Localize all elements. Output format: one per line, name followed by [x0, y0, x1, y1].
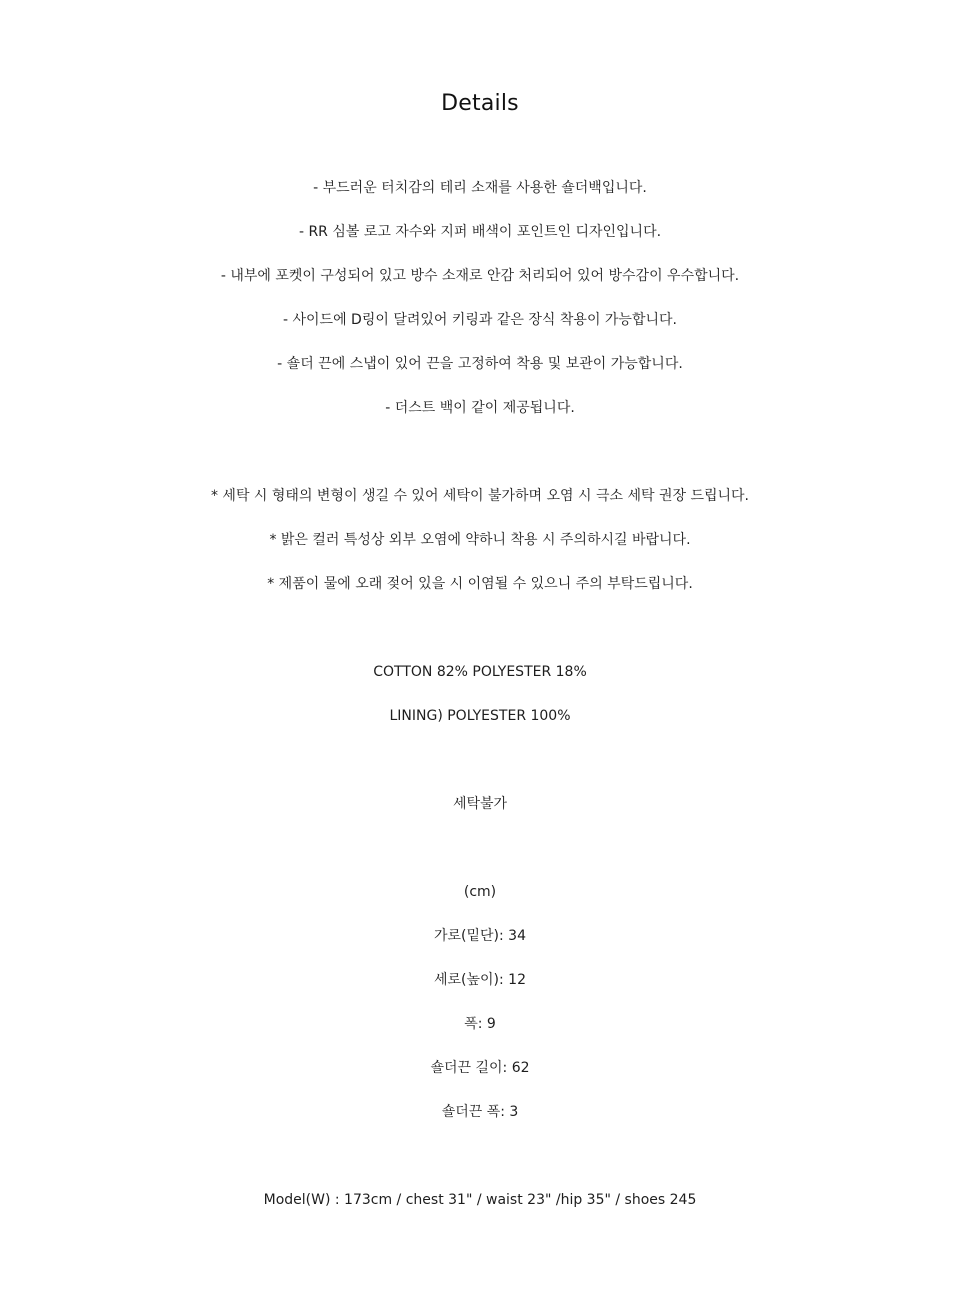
feature-line: - 숄더 끈에 스냅이 있어 끈을 고정하여 착용 및 보관이 가능합니다.: [277, 356, 683, 372]
model-info: Model(W) : 173cm / chest 31" / waist 23" /hip 35" / shoes 245: [263, 1192, 697, 1208]
feature-line: - RR 심볼 로고 자수와 지퍼 배색이 포인트인 디자인입니다.: [298, 224, 662, 240]
feature-line: - 더스트 백이 같이 제공됩니다.: [385, 400, 575, 416]
size-row: 세로(높이): 12: [433, 972, 526, 988]
size-unit: (cm): [463, 884, 497, 900]
caution-line: * 세탁 시 형태의 변형이 생길 수 있어 세탁이 불가하며 오염 시 극소 세탁 권장 드립니다.: [210, 488, 750, 504]
size-row: 가로(밑단): 34: [433, 928, 526, 944]
feature-line: - 내부에 포켓이 구성되어 있고 방수 소재로 안감 처리되어 있어 방수감이 우수합니다.: [220, 268, 740, 284]
details-title: Details: [441, 91, 519, 116]
feature-line: - 부드러운 터치감의 테리 소재를 사용한 숄더백입니다.: [313, 180, 647, 196]
size-row: 숄더끈 폭: 3: [441, 1104, 519, 1120]
caution-line: * 밝은 컬러 특성상 외부 오염에 약하니 착용 시 주의하시길 바랍니다.: [269, 532, 691, 548]
material-line: COTTON 82% POLYESTER 18%: [373, 664, 587, 680]
care-instruction: 세탁불가: [452, 796, 508, 812]
size-row: 숄더끈 길이: 62: [430, 1060, 530, 1076]
feature-line: - 사이드에 D링이 달려있어 키링과 같은 장식 착용이 가능합니다.: [283, 312, 677, 328]
material-line: LINING) POLYESTER 100%: [389, 708, 571, 724]
size-row: 폭: 9: [464, 1016, 496, 1032]
caution-line: * 제품이 물에 오래 젖어 있을 시 이염될 수 있으니 주의 부탁드립니다.: [267, 576, 693, 592]
